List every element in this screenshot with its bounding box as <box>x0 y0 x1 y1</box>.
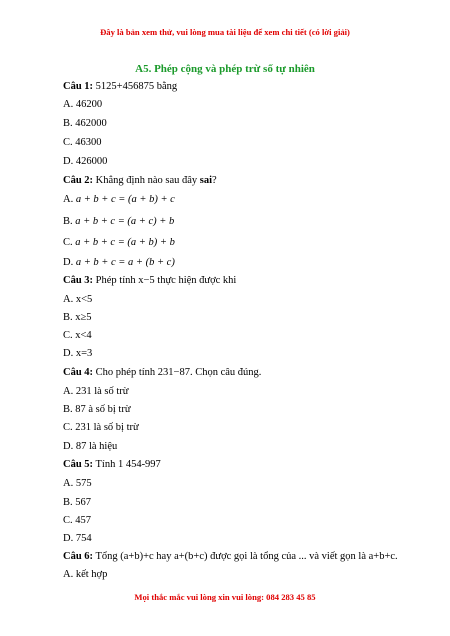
option-expression: a + b + c = a + (b + c) <box>75 257 175 268</box>
option-1a: A. 46200 <box>63 99 103 110</box>
option-3b: B. x≥5 <box>63 312 92 323</box>
question-label: Câu 2: <box>63 175 94 186</box>
question-label: Câu 6: <box>63 551 94 562</box>
option-5a: A. 575 <box>63 478 92 489</box>
option-2d <box>63 256 175 270</box>
question-text-end: ? <box>212 175 217 186</box>
option-letter: B. <box>63 216 73 227</box>
option-3a: A. x<5 <box>63 294 93 305</box>
option-letter: A. <box>63 194 74 205</box>
question-5 <box>63 458 161 472</box>
option-2c <box>63 236 175 250</box>
option-expression: a + b + c = (a + c) + b <box>75 216 175 227</box>
question-3 <box>63 274 236 288</box>
option-6a: A. kết hợp <box>63 569 108 580</box>
option-3d: D. x=3 <box>63 348 93 359</box>
question-text: Khẳng định nào sau đây <box>95 175 200 186</box>
option-4b: B. 87 à số bị trừ <box>63 404 131 415</box>
question-label: Câu 3: <box>63 275 94 286</box>
option-letter: D. <box>63 257 74 268</box>
question-text: Phép tính x−5 thực hiện được khi <box>95 275 237 286</box>
option-1d: D. 426000 <box>63 156 108 167</box>
question-text: Cho phép tính 231−87. Chọn câu đúng. <box>95 367 262 378</box>
option-5b: B. 567 <box>63 497 92 508</box>
option-letter: C. <box>63 237 73 248</box>
question-label: Câu 5: <box>63 459 94 470</box>
question-2 <box>63 174 217 188</box>
question-text: Tổng (a+b)+c hay a+(b+c) được gọi là tổng của ... và viết gọn là a+b+c. <box>95 551 398 562</box>
question-1 <box>63 80 177 94</box>
question-text: 5125+456875 bằng <box>95 81 178 92</box>
option-2b <box>63 215 174 229</box>
question-emphasis: sai <box>199 175 213 186</box>
option-4a: A. 231 là số trừ <box>63 386 129 397</box>
option-5c: C. 457 <box>63 515 92 526</box>
option-1c: C. 46300 <box>63 137 102 148</box>
question-label: Câu 1: <box>63 81 94 92</box>
option-4d: D. 87 là hiệu <box>63 441 118 452</box>
question-4 <box>63 366 261 380</box>
option-5d: D. 754 <box>63 533 92 544</box>
preview-notice-banner: Đây là bản xem thử, vui lòng mua tài liệu để xem chi tiết (có lời giải) <box>100 27 350 37</box>
option-expression: a + b + c = (a + b) + b <box>75 237 175 248</box>
question-6 <box>63 550 398 564</box>
option-2a <box>63 193 175 207</box>
option-4c: C. 231 là số bị trừ <box>63 422 139 433</box>
option-expression: a + b + c = (a + b) + c <box>75 194 175 205</box>
section-title: A5. Phép cộng và phép trừ số tự nhiên <box>135 63 315 75</box>
question-label: Câu 4: <box>63 367 94 378</box>
option-3c: C. x<4 <box>63 330 92 341</box>
question-text: Tính 1 454-997 <box>95 459 161 470</box>
option-1b: B. 462000 <box>63 118 107 129</box>
contact-footer: Mọi thắc mắc vui lòng xin vui lòng: 084 283 45 85 <box>134 592 316 602</box>
